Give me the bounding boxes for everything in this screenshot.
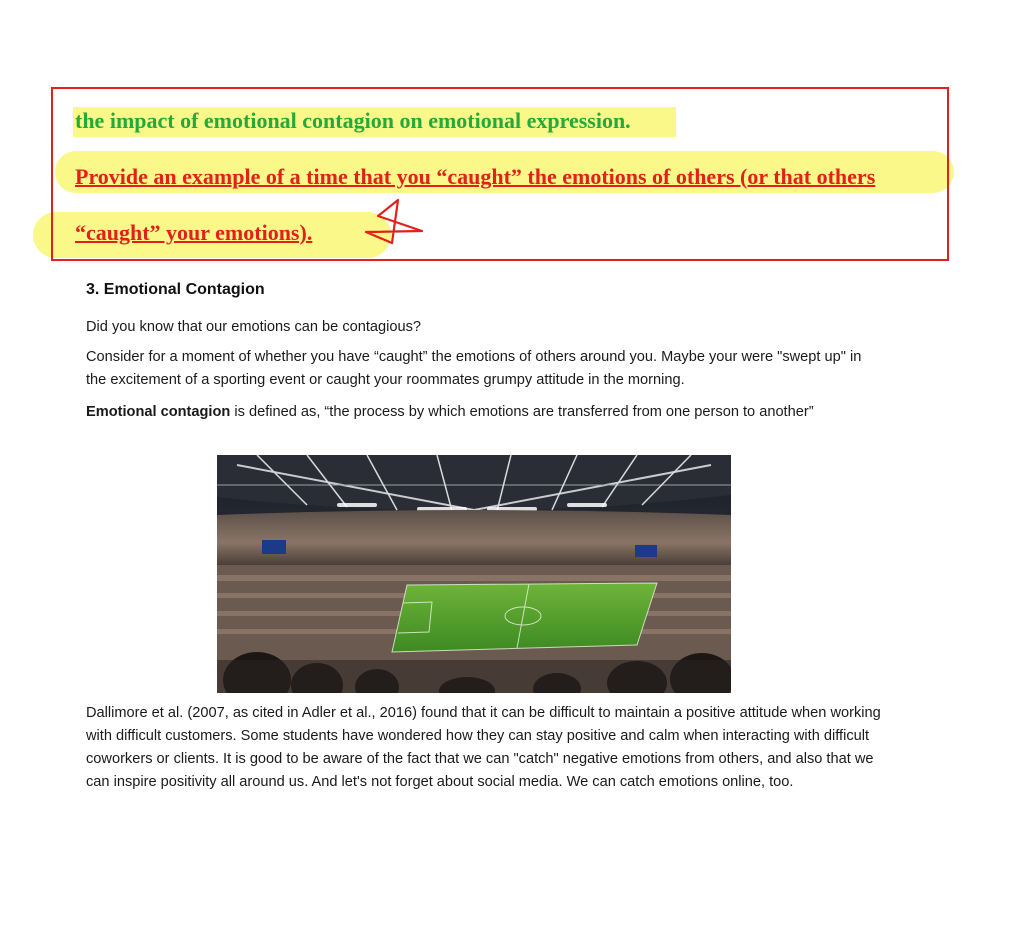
term-emotional-contagion: Emotional contagion xyxy=(86,404,231,420)
paragraph-1: Did you know that our emotions can be contagious? xyxy=(86,319,422,335)
star-icon xyxy=(364,196,426,248)
definition-text: is defined as, “the process by which emotions are transferred from one person to another” xyxy=(230,404,814,420)
paragraph-2: Consider for a moment of whether you have “caught” the emotions of others around you. Maybe your were "swept up" in the excitement of a sporting event or caught your roommates grumpy attitude in the morning. xyxy=(86,349,862,388)
paragraph-4: Dallimore et al. (2007, as cited in Adler et al., 2016) found that it can be difficult to maintain a positive attitude when working with difficult customers. Some students have wondered how they can stay positive and calm when interacting with difficult coworkers or clients. It is good to be aware of the fact that we can "catch" negative emotions from others, and also that we can inspire positivity all around us. And let's not forget about social media. We can catch emotions online, too. xyxy=(86,705,881,790)
annotation-line-2: Provide an example of a time that you “caught” the emotions of others (or that others xyxy=(75,164,876,189)
paragraph-3 xyxy=(86,401,876,424)
annotation-line-1: the impact of emotional contagion on emotional expression. xyxy=(75,108,631,133)
annotation-line-3: “caught” your emotions). xyxy=(75,220,313,245)
section-title: 3. Emotional Contagion xyxy=(86,281,265,298)
stadium-image xyxy=(217,455,731,693)
